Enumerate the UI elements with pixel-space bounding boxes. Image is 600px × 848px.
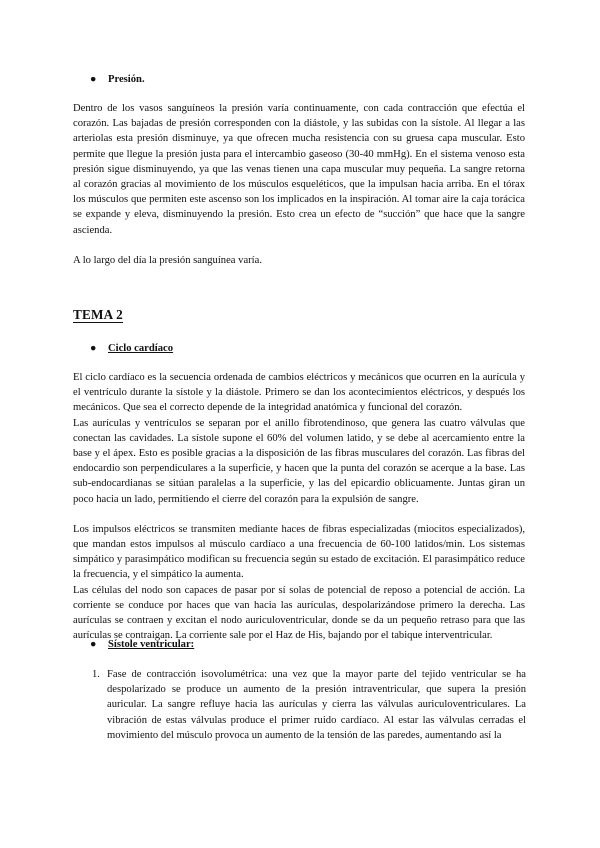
bullet-sistole-ventricular xyxy=(90,637,194,652)
bullet-dot-icon: ● xyxy=(90,639,97,650)
ciclo-paragraph-1: El ciclo cardíaco es la secuencia ordenada de cambios eléctricos y mecánicos que ocurren en la aurícula y el ventrículo durante la sístole y la diástole. Primero se dan los acontecimientos eléctricos, y después los mecánicos. Que sea el correcto depende de la integridad anatómica y funcional del corazón. xyxy=(73,372,525,414)
bullet-presion xyxy=(90,72,145,87)
bullet-dot-icon: ● xyxy=(90,343,97,354)
ciclo-paragraph-2: Las aurículas y ventrículos se separan por el anillo fibrotendinoso, que genera las cuatro válvulas que conectan las cavidades. La sístole supone el 60% del volumen latido, y se debe al acercamiento entre la base y el ápex. Esto es posible gracias a la disposición de las fibras musculares del corazón. Las fibras del endocardio son perpendiculares a la superficie, y hacen que la punta del corazón se acerque a la base. Las sub-endocardianas se sitúan paralelas a la superficie, y las del epicardio oblicuamente. Juntas giran un poco hacia un lado, permitiendo el cierre del corazón para la expulsión de sangre. xyxy=(73,417,525,505)
ciclo-title: Ciclo cardíaco xyxy=(108,343,174,354)
bullet-dot-icon: ● xyxy=(90,74,97,85)
ciclo-body xyxy=(73,370,525,643)
sistole-title: Sístole ventricular: xyxy=(108,639,195,650)
section-heading-tema-2: TEMA 2 xyxy=(73,307,123,322)
ciclo-paragraph-4: Las células del nodo son capaces de pasar por sí solas de potencial de reposo a potencial de acción. La corriente se conduce por haces que van hacia las aurículas, despolarizándose primero la derecha. Las aurículas se contraen y excitan el nodo auriculoventricular, donde se da un pequeño retraso para que las aurículas se contraigan. La corriente sale por el Haz de His, bajando por el tabique interventricular. xyxy=(73,584,525,642)
list-item-text: Fase de contracción isovolumétrica: una vez que la mayor parte del tejido ventricular se ha despolarizado se produce un aumento de la presión intraventricular, que supera la presión auricular. La sangre refluye hacia las aurículas y cierra las válvulas auriculoventriculares. La vibración de estas válvulas produce el primer ruido cardíaco. Al estar las válvulas cerradas el movimiento del músculo provoca un aumento de la tensión de las paredes, aumentando así la xyxy=(107,669,526,741)
list-item-number: 1. xyxy=(92,669,100,680)
presion-body xyxy=(73,101,525,268)
bullet-ciclo-cardiaco xyxy=(90,341,173,356)
ciclo-paragraph-3: Los impulsos eléctricos se transmiten mediante haces de fibras especializadas (miocitos especializados), que mandan estos impulsos al músculo cardíaco a una frecuencia de 60-100 latidos/min. Los sistemas simpático y parasimpático modifican su frecuencia según su estado de excitación. El parasimpático reduce la frecuencia, y el simpático la aumenta. xyxy=(73,523,525,581)
presion-paragraph-1: Dentro de los vasos sanguíneos la presión varía continuamente, con cada contracción que efectúa el corazón. Las bajadas de presión corresponden con la diástole, y las subidas con la sístole. Al llegar a las arteriolas esta presión disminuye, ya que ofrecen mucha resistencia con su gruesa capa muscular. Esto permite que llegue la presión justa para el intercambio gaseoso (30-40 mmHg). En el sistema venoso esta presión sigue disminuyendo, ya que las venas tienen una capa muscular muy pequeña. La sangre retorna al corazón gracias al movimiento de los músculos esqueléticos, que la impulsan hacia arriba. En el tórax los músculos que permiten este ascenso son los implicados en la inspiración. Al tomar aire la caja torácica se expande y eleva, disminuyendo la presión. Esto crea un efecto de “succión” que hace que la sangre ascienda. xyxy=(73,103,525,236)
presion-title: Presión. xyxy=(108,74,145,85)
presion-paragraph-2: A lo largo del día la presión sanguínea varía. xyxy=(73,254,262,266)
list-item xyxy=(92,667,526,743)
